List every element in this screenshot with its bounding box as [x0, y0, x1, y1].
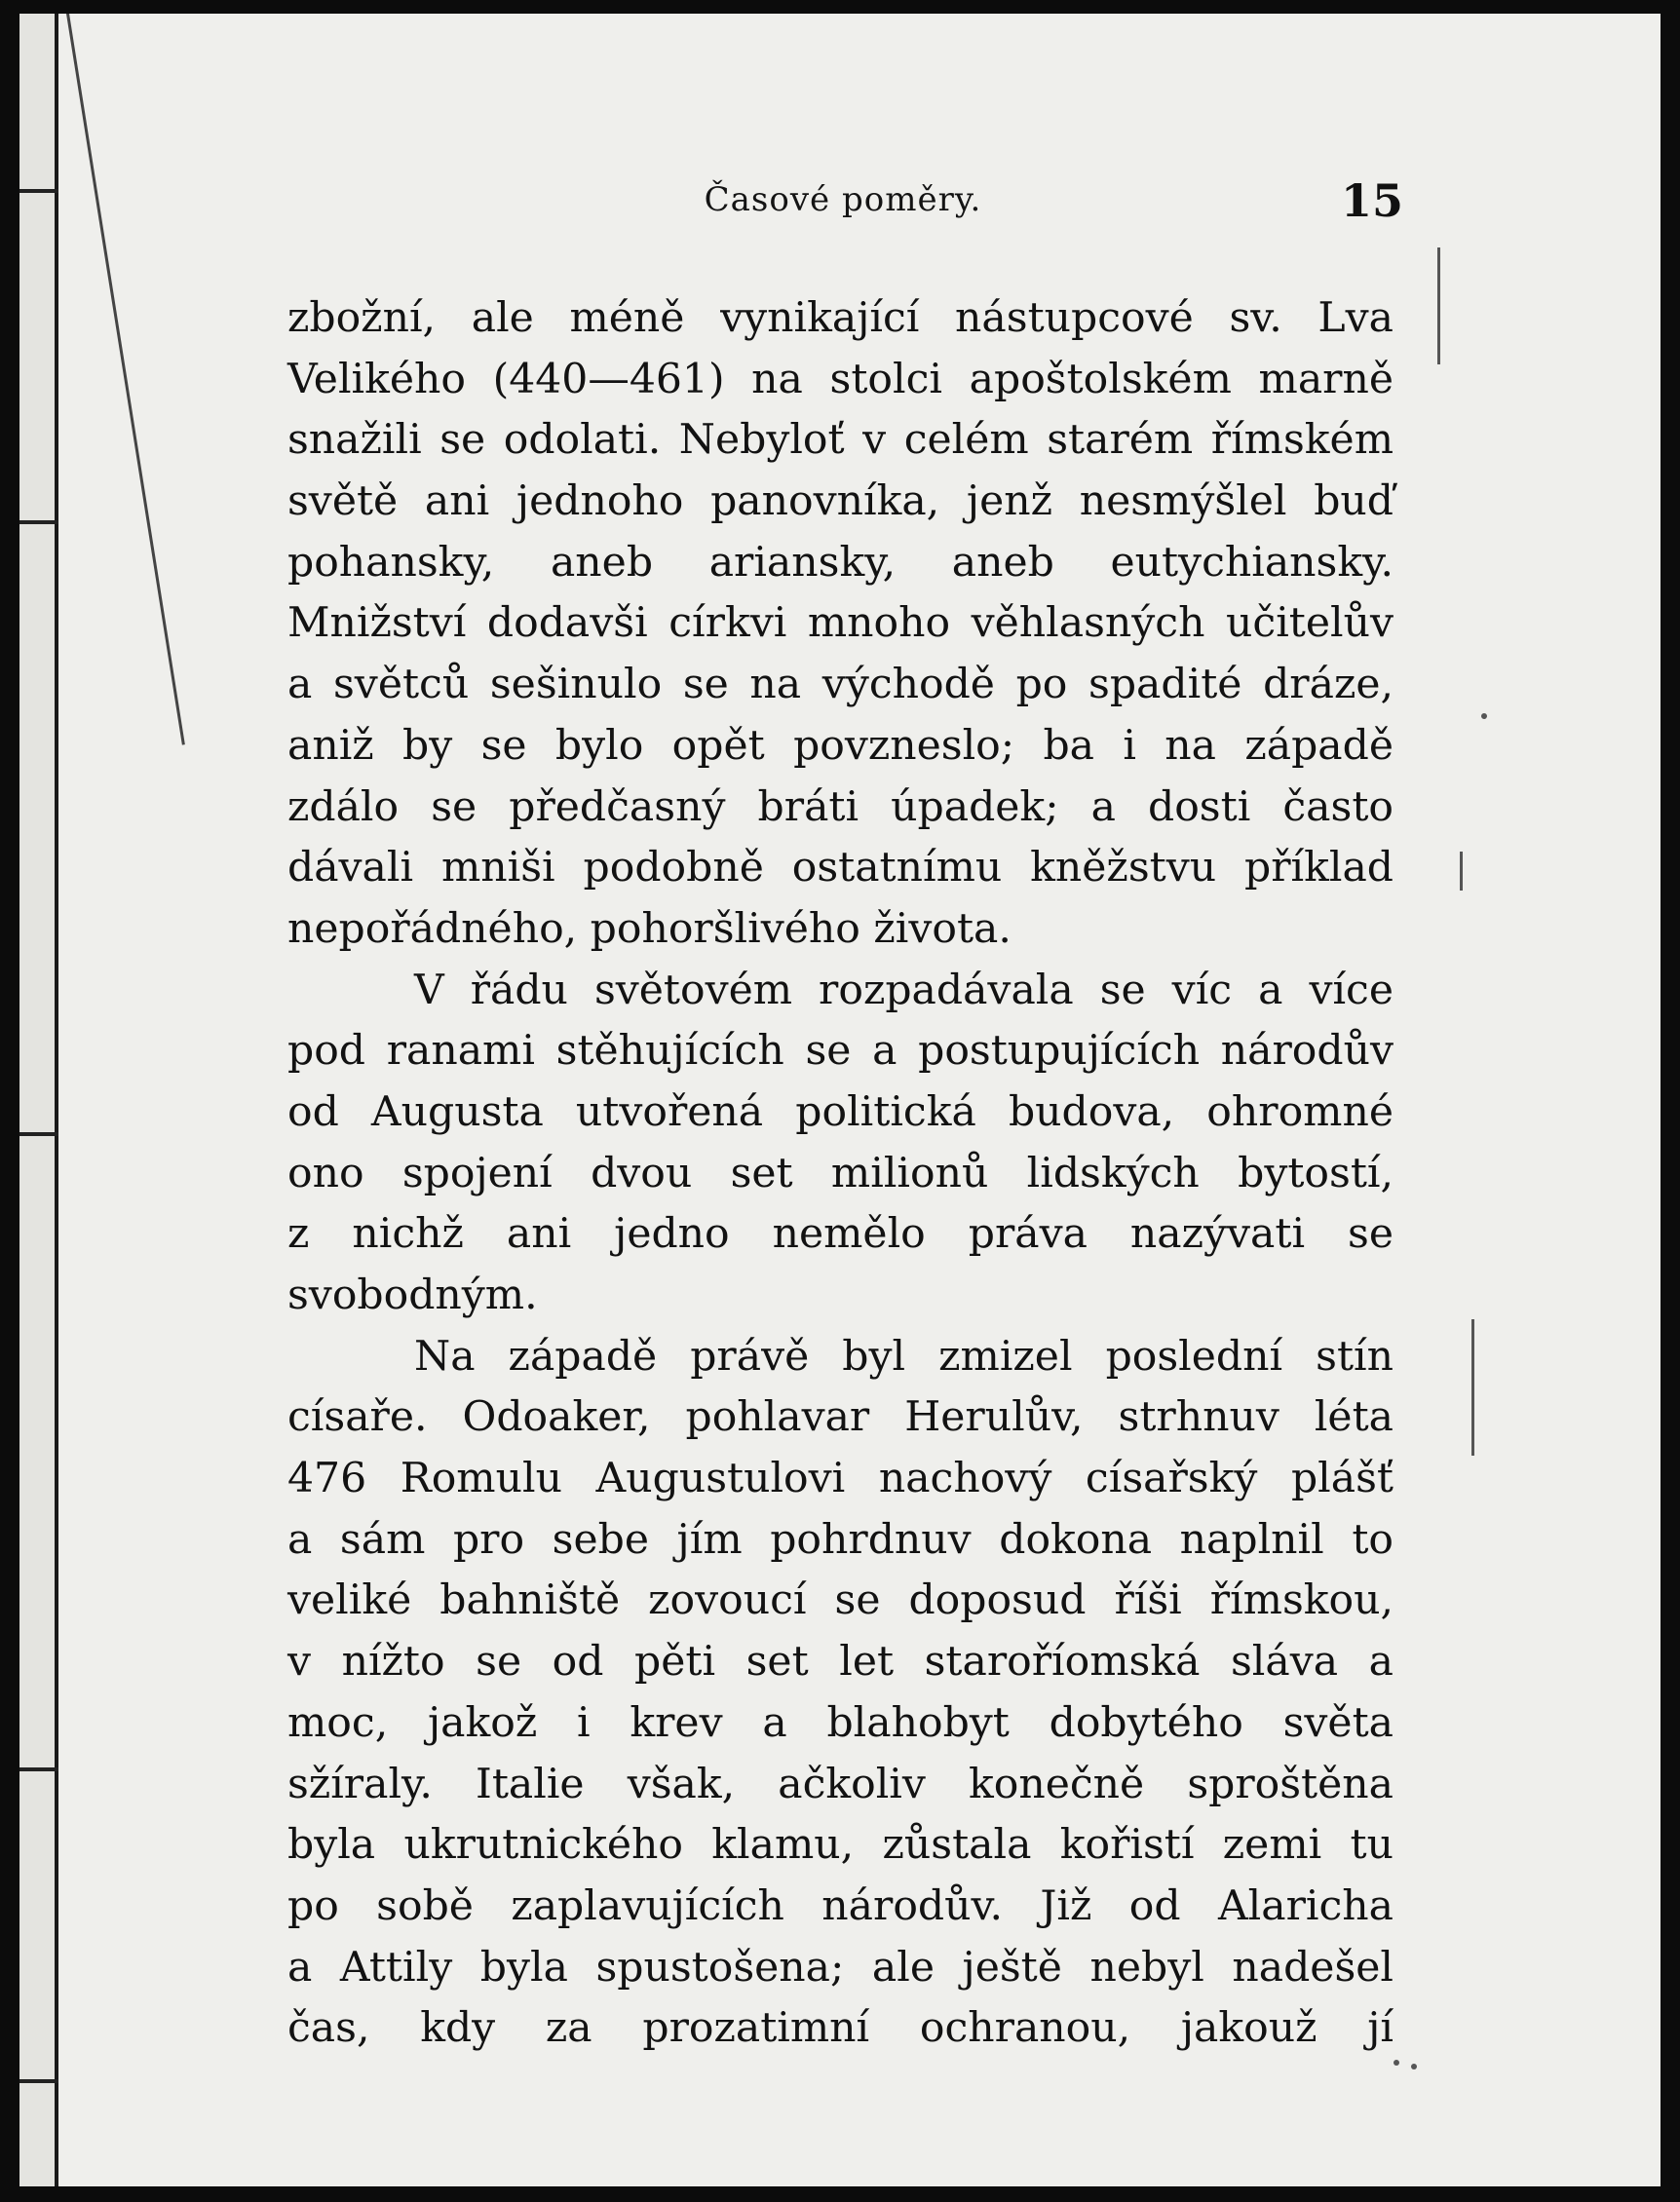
text-line: Na západě právě byl zmizel poslední stín [414, 1332, 1394, 1381]
text-line: Velikého (440—461) na stolci apoštolském marně [287, 355, 1394, 403]
binding-mark [19, 520, 58, 524]
binding-mark [19, 2079, 58, 2083]
text-line: císaře. Odoaker, pohlavar Herulův, strhnuv léta [287, 1393, 1394, 1442]
binding-mark [19, 1132, 58, 1136]
text-line: v nížto se od pěti set let staroříomská sláva a [287, 1638, 1394, 1687]
text-line: V řádu světovém rozpadávala se víc a více [414, 966, 1394, 1014]
scan-speck [1394, 2060, 1399, 2066]
text-line: aniž by se bylo opět povzneslo; ba i na západě [287, 721, 1394, 770]
binding-mark [19, 1767, 58, 1771]
text-line: veliké bahniště zovoucí se doposud říši římskou, [287, 1576, 1394, 1625]
text-line: z nichž ani jedno nemělo práva nazývati se [287, 1210, 1394, 1259]
text-line: a sám pro sebe jím pohrdnuv dokona naplnil to [287, 1515, 1394, 1564]
text-line: byla ukrutnického klamu, zůstala kořistí zemi tu [287, 1821, 1394, 1870]
text-line: po sobě zaplavujících národův. Již od Alaricha [287, 1881, 1394, 1930]
text-line: světě ani jednoho panovníka, jenž nesmýšlel buď [287, 477, 1394, 526]
running-head: Časové poměry. [704, 180, 982, 219]
text-line: a Attily byla spustošena; ale ještě nebyl nadešel [287, 1943, 1394, 1992]
text-line: zdálo se předčasný bráti úpadek; a dosti často [287, 782, 1394, 831]
text-line: pod ranami stěhujících se a postupujících národův [287, 1027, 1394, 1076]
text-line: svobodným. [287, 1272, 538, 1319]
text-line: a světců sešinulo se na východě po spadité dráze, [287, 661, 1394, 709]
text-line: ono spojení dvou set milionů lidských bytostí, [287, 1149, 1394, 1197]
scan-speck [1481, 713, 1487, 719]
text-line: od Augusta utvořená politická budova, ohromné [287, 1087, 1394, 1136]
text-line: 476 Romulu Augustulovi nachový císařský plášť [287, 1455, 1394, 1503]
text-line: dávali mniši podobně ostatnímu kněžstvu příklad [287, 844, 1394, 892]
scan-artifact-line [1460, 852, 1463, 891]
text-line: pohansky, aneb ariansky, aneb eutychiansky. [287, 538, 1394, 587]
text-line: zbožní, ale méně vynikající nástupcové sv. Lva [287, 294, 1394, 342]
scan-artifact-line [66, 14, 185, 745]
book-page [19, 14, 1661, 2186]
scan-artifact-line [1437, 247, 1440, 364]
text-line: Mnižství dodavši církvi mnoho věhlasných učitelův [287, 599, 1394, 648]
page-number: 15 [1340, 174, 1403, 227]
binding-mark [19, 189, 58, 193]
text-line: sžíraly. Italie však, ačkoliv konečně sproštěna [287, 1760, 1394, 1808]
scan-artifact-line [1471, 1319, 1474, 1456]
page-header [283, 174, 1403, 233]
text-line: snažili se odolati. Nebyloť v celém starém římském [287, 416, 1394, 465]
page-binding-edge [19, 14, 58, 2186]
text-line: nepořádného, pohoršlivého života. [287, 904, 1012, 953]
scan-speck [1411, 2064, 1417, 2069]
text-line: čas, kdy za prozatimní ochranou, jakouž jí [287, 2004, 1394, 2053]
text-line: moc, jakož i krev a blahobyt dobytého světa [287, 1698, 1394, 1747]
body-text [287, 288, 1394, 2060]
